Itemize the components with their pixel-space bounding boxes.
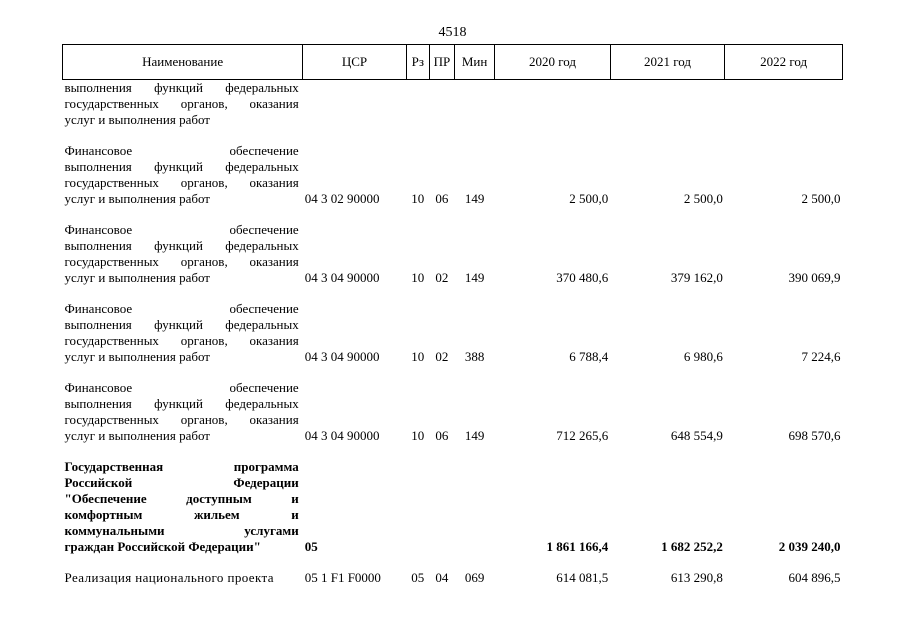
cell-rz: 10 <box>411 270 425 285</box>
cell-pr <box>429 459 454 555</box>
cell-rz <box>406 80 429 129</box>
cell-rz: 10 <box>411 349 425 364</box>
page-number: 4518 <box>438 25 467 40</box>
row-spacer <box>63 128 843 143</box>
table-row <box>63 80 843 129</box>
row-name-line: выполнения функций федеральных <box>64 317 299 332</box>
row-spacer-cell <box>63 555 843 570</box>
row-name-line: выполнения функций федеральных <box>64 80 299 95</box>
cell-y2021: 648 554,9 <box>670 428 723 443</box>
table-row <box>63 380 843 444</box>
table-row <box>63 570 843 586</box>
row-name-line: государственных органов, оказания <box>64 254 299 269</box>
row-spacer <box>63 444 843 459</box>
row-spacer <box>63 207 843 222</box>
cell-pr: 04 <box>435 570 449 585</box>
row-name-line: выполнения функций федеральных <box>64 396 299 411</box>
row-name-last-line: услуг и выполнения работ <box>64 112 210 127</box>
header-name: Наименование <box>63 45 303 80</box>
cell-y2022 <box>725 80 843 129</box>
cell-csr: 04 3 04 90000 <box>304 428 380 443</box>
cell-y2020: 2 500,0 <box>569 191 609 206</box>
cell-min: 069 <box>464 570 485 585</box>
table-header-row <box>63 45 843 80</box>
cell-pr: 06 <box>435 428 449 443</box>
cell-y2022: 604 896,5 <box>788 570 841 585</box>
row-name-last-line: услуг и выполнения работ <box>64 191 210 206</box>
cell-y2020 <box>495 80 611 129</box>
row-name-last-line: услуг и выполнения работ <box>64 428 210 443</box>
row-name-cell <box>63 80 303 129</box>
row-spacer-cell <box>63 444 843 459</box>
row-name-line: Финансовое обеспечение <box>64 301 299 316</box>
cell-y2021: 2 500,0 <box>683 191 723 206</box>
cell-y2022: 2 039 240,0 <box>778 539 841 554</box>
row-name-line: государственных органов, оказания <box>64 96 299 111</box>
row-name-line: Государственная программа <box>64 459 299 474</box>
cell-csr: 04 3 04 90000 <box>304 349 380 364</box>
table-row <box>63 222 843 286</box>
cell-csr: 05 1 F1 F0000 <box>304 570 381 585</box>
row-name-line: "Обеспечение доступным и <box>64 491 299 506</box>
cell-y2022: 2 500,0 <box>801 191 841 206</box>
cell-y2021: 6 980,6 <box>683 349 723 364</box>
cell-pr: 02 <box>435 349 449 364</box>
row-name-line: выполнения функций федеральных <box>64 238 299 253</box>
cell-min <box>454 459 494 555</box>
header-csr: ЦСР <box>303 45 407 80</box>
cell-y2020: 614 081,5 <box>556 570 609 585</box>
row-name-line: коммунальными услугами <box>64 523 299 538</box>
cell-rz: 10 <box>411 428 425 443</box>
cell-rz: 10 <box>411 191 425 206</box>
cell-y2022: 7 224,6 <box>801 349 841 364</box>
cell-csr: 04 3 02 90000 <box>304 191 380 206</box>
row-name-cell <box>63 222 303 286</box>
row-name-line: государственных органов, оказания <box>64 412 299 427</box>
row-name-last-line: Реализация национального проекта <box>64 570 274 585</box>
header-2021: 2021 год <box>610 45 725 80</box>
row-name-last-line: услуг и выполнения работ <box>64 270 210 285</box>
cell-min: 149 <box>464 428 485 443</box>
table-row <box>63 459 843 555</box>
cell-pr: 06 <box>435 191 449 206</box>
row-name-cell <box>63 301 303 365</box>
row-name-line: Финансовое обеспечение <box>64 143 299 158</box>
row-name-cell <box>63 143 303 207</box>
row-name-cell <box>63 570 303 586</box>
cell-csr <box>303 80 407 129</box>
cell-rz <box>406 459 429 555</box>
table-row <box>63 143 843 207</box>
row-name-last-line: граждан Российской Федерации" <box>64 539 261 554</box>
row-spacer-cell <box>63 365 843 380</box>
cell-pr: 02 <box>435 270 449 285</box>
cell-y2020: 1 861 166,4 <box>546 539 609 554</box>
cell-csr: 05 <box>304 539 318 554</box>
header-2020: 2020 год <box>495 45 611 80</box>
row-spacer <box>63 286 843 301</box>
cell-y2020: 712 265,6 <box>556 428 609 443</box>
cell-y2022: 390 069,9 <box>788 270 841 285</box>
row-spacer-cell <box>63 207 843 222</box>
cell-y2021: 613 290,8 <box>670 570 723 585</box>
row-name-line: выполнения функций федеральных <box>64 159 299 174</box>
cell-csr: 04 3 04 90000 <box>304 270 380 285</box>
row-spacer <box>63 365 843 380</box>
header-rz: Рз <box>406 45 429 80</box>
row-name-line: комфортным жильем и <box>64 507 299 522</box>
cell-min: 149 <box>464 270 485 285</box>
header-pr: ПР <box>429 45 454 80</box>
row-name-cell <box>63 459 303 555</box>
header-2022: 2022 год <box>725 45 843 80</box>
cell-y2021 <box>610 80 725 129</box>
table-row <box>63 301 843 365</box>
cell-min <box>454 80 494 129</box>
header-min: Мин <box>454 45 494 80</box>
row-name-line: Российской Федерации <box>64 475 299 490</box>
row-name-line: государственных органов, оказания <box>64 175 299 190</box>
budget-table <box>62 44 843 586</box>
row-name-last-line: услуг и выполнения работ <box>64 349 210 364</box>
cell-y2022: 698 570,6 <box>788 428 841 443</box>
cell-rz: 05 <box>411 570 425 585</box>
cell-y2021: 1 682 252,2 <box>661 539 723 554</box>
cell-min: 388 <box>464 349 485 364</box>
row-name-line: Финансовое обеспечение <box>64 222 299 237</box>
cell-min: 149 <box>464 191 485 206</box>
cell-y2021: 379 162,0 <box>670 270 723 285</box>
row-spacer-cell <box>63 128 843 143</box>
row-name-cell <box>63 380 303 444</box>
row-spacer-cell <box>63 286 843 301</box>
cell-y2020: 6 788,4 <box>569 349 609 364</box>
row-name-line: государственных органов, оказания <box>64 333 299 348</box>
row-spacer <box>63 555 843 570</box>
table-body <box>63 80 843 587</box>
row-name-line: Финансовое обеспечение <box>64 380 299 395</box>
cell-y2020: 370 480,6 <box>556 270 609 285</box>
cell-pr <box>429 80 454 129</box>
